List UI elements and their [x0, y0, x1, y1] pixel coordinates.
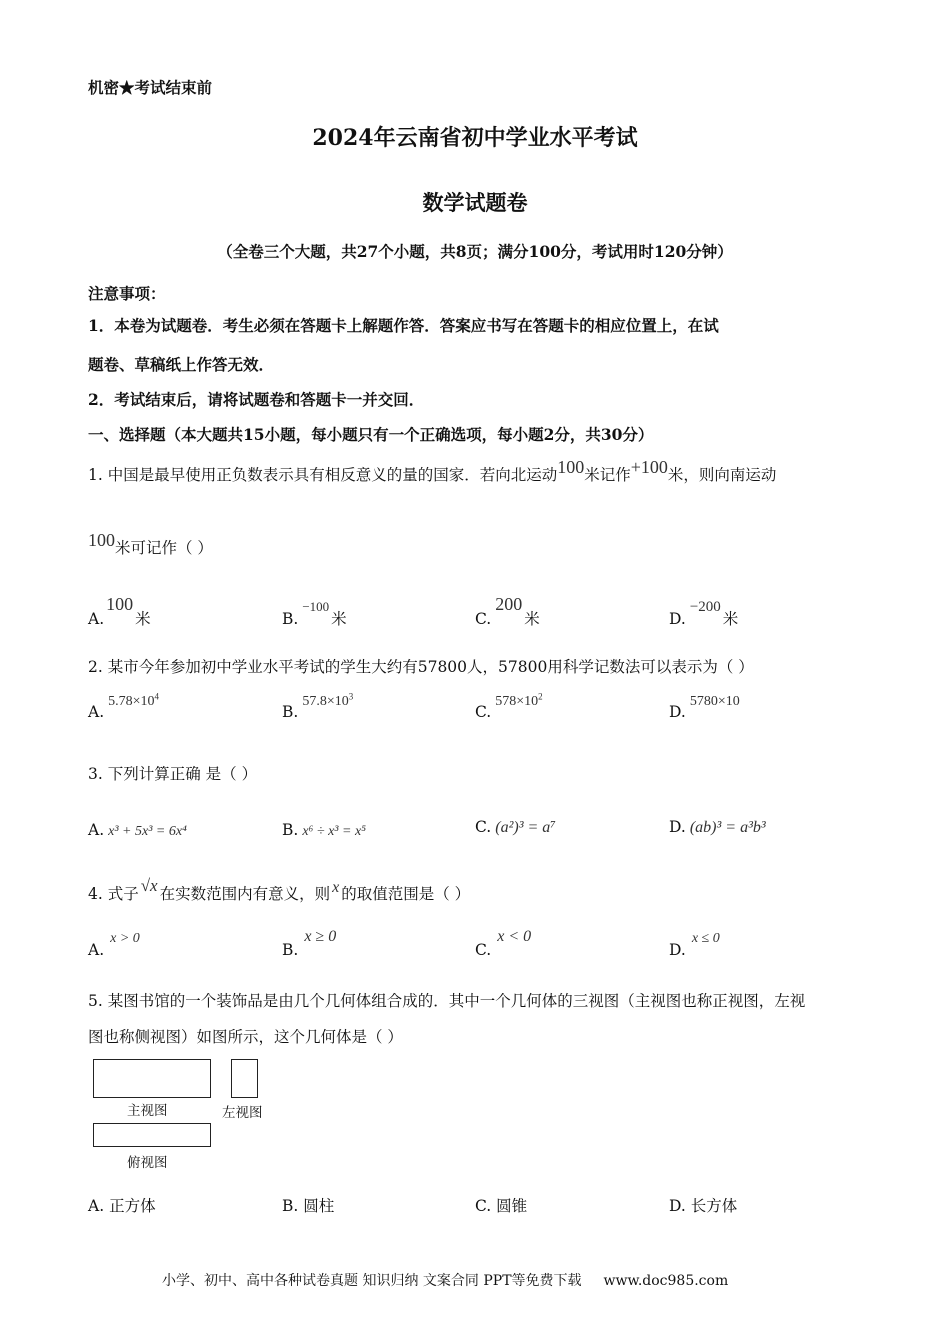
q1-math: 100 [557, 457, 585, 477]
option-math: 5780×10 [689, 694, 740, 709]
option-math: 100 [106, 594, 134, 614]
q3-option-d[interactable] [669, 818, 766, 837]
exam-title: 2024年云南省初中学业水平考试 [312, 125, 638, 151]
option-math: (a²)³ = a⁷ [495, 819, 556, 836]
q1-text: 米可记作（ ） [115, 539, 213, 557]
option-letter: B. [282, 703, 299, 721]
footer-text: 小学、初中、高中各种试卷真题 知识归纳 文案合同 PPT等免费下载 [162, 1273, 582, 1289]
question-2: 2. 某市今年参加初中学业水平考试的学生大约有57800人，57800用科学记数法可以表示为（ ） [88, 658, 754, 676]
option-letter: B. [282, 941, 299, 959]
option-math: 5.78×10 [108, 694, 155, 709]
option-math: −100 [302, 599, 330, 614]
footer [162, 1270, 728, 1290]
option-exponent: 3 [348, 691, 354, 702]
option-unit: 米 [524, 610, 540, 628]
q4-text: 在实数范围内有意义，则 [159, 885, 331, 903]
q1-option-d[interactable] [669, 599, 739, 629]
q1-option-a[interactable] [88, 594, 151, 629]
option-math: 57.8×10 [302, 694, 349, 709]
option-unit: 米 [135, 610, 151, 628]
option-letter: C. [475, 610, 492, 628]
q5-option-c[interactable] [475, 1194, 527, 1216]
option-letter: D. [669, 941, 686, 959]
variable-x: x [332, 879, 340, 896]
section-heading: 一、选择题（本大题共15小题，每小题只有一个正确选项，每小题2分，共30分） [88, 425, 654, 444]
option-letter: B. [282, 821, 299, 839]
option-letter: A. [88, 1197, 105, 1215]
option-letter: B. [282, 1197, 299, 1215]
option-math: (ab)³ = a³b³ [689, 819, 766, 836]
q1-text: 米，则向南运动 [667, 466, 777, 484]
option-math: x⁶ ÷ x³ = x⁵ [302, 824, 367, 839]
q3-option-a[interactable] [88, 821, 187, 840]
option-letter: D. [669, 703, 686, 721]
option-letter: C. [475, 818, 492, 836]
q5-option-b[interactable] [282, 1194, 334, 1216]
secret-label: 机密★考试结束前 [88, 78, 213, 97]
option-letter: A. [88, 610, 105, 628]
q3-option-c[interactable] [475, 818, 556, 837]
question-1-cont [88, 530, 213, 558]
question-3: 3. 下列计算正确 是（ ） [88, 765, 258, 783]
option-math: x ≥ 0 [304, 928, 337, 945]
left-view-caption: 左视图 [222, 1105, 263, 1121]
option-math: 578×10 [495, 694, 539, 709]
q4-option-b[interactable] [282, 928, 337, 960]
option-math: x³ + 5x³ = 6x⁴ [108, 824, 187, 839]
note-2: 2．考试结束后，请将试题卷和答题卡一并交回． [88, 390, 425, 409]
option-text: 正方体 [109, 1197, 156, 1215]
q4-option-d[interactable] [669, 931, 720, 960]
top-view-caption: 俯视图 [127, 1155, 168, 1171]
note-1-cont: 题卷、草稿纸上作答无效． [88, 355, 275, 374]
q1-math: +100 [630, 457, 668, 477]
question-5-cont: 图也称侧视图）如图所示，这个几何体是（ ） [88, 1028, 403, 1046]
option-math: x > 0 [110, 931, 140, 946]
option-text: 圆锥 [496, 1197, 528, 1215]
option-math: x ≤ 0 [691, 931, 720, 946]
option-exponent: 2 [538, 691, 543, 702]
top-view-rect [93, 1123, 211, 1147]
option-exponent: 4 [154, 691, 160, 702]
note-1: 1．本卷为试题卷．考生必须在答题卡上解题作答．答案应书写在答题卡的相应位置上，在试 [88, 316, 719, 335]
option-letter: D. [669, 1197, 686, 1215]
q3-option-b[interactable] [282, 821, 366, 840]
option-letter: A. [88, 821, 105, 839]
option-unit: 米 [722, 610, 739, 628]
footer-link[interactable]: www.doc985.com [603, 1273, 729, 1289]
option-letter: C. [475, 703, 492, 721]
q4-text: 4. 式子 [88, 885, 139, 903]
notes-heading: 注意事项： [88, 284, 166, 303]
option-math: −200 [689, 599, 721, 615]
q4-option-a[interactable] [88, 931, 140, 960]
option-unit: 米 [331, 610, 347, 628]
q5-option-d[interactable] [669, 1194, 737, 1216]
paper-subtitle: 数学试题卷 [422, 190, 528, 215]
option-text: 长方体 [690, 1197, 738, 1215]
question-1 [88, 457, 777, 485]
left-view-rect [231, 1059, 258, 1098]
option-math: 200 [495, 594, 523, 614]
option-text: 圆柱 [303, 1197, 335, 1215]
q1-text: 1. 中国是最早使用正负数表示具有相反意义的量的国家．若向北运动 [88, 466, 558, 484]
option-math: x < 0 [497, 928, 532, 945]
sqrt-expression: √x [140, 876, 158, 895]
question-5: 5. 某图书馆的一个装饰品是由几个几何体组合成的．其中一个几何体的三视图（主视图也称正视图，左视 [88, 992, 806, 1010]
front-view-rect [93, 1059, 211, 1098]
q2-option-d[interactable] [669, 694, 740, 722]
q5-option-a[interactable] [88, 1194, 156, 1216]
option-letter: C. [475, 1197, 492, 1215]
option-letter: A. [88, 941, 105, 959]
q1-option-b[interactable] [282, 599, 347, 629]
option-letter: A. [88, 703, 105, 721]
option-letter: C. [475, 941, 492, 959]
q4-text: 的取值范围是（ ） [341, 885, 471, 903]
question-4 [88, 876, 471, 904]
front-view-caption: 主视图 [127, 1103, 168, 1119]
option-letter: D. [669, 610, 686, 628]
q1-text: 米记作 [584, 466, 631, 484]
q4-option-c[interactable] [475, 928, 532, 960]
exam-info: （全卷三个大题，共27个小题，共8页；满分100分，考试用时120分钟） [217, 242, 733, 261]
q1-option-c[interactable] [475, 594, 540, 629]
option-letter: D. [669, 818, 686, 836]
option-letter: B. [282, 610, 299, 628]
q1-math: 100 [88, 530, 115, 550]
